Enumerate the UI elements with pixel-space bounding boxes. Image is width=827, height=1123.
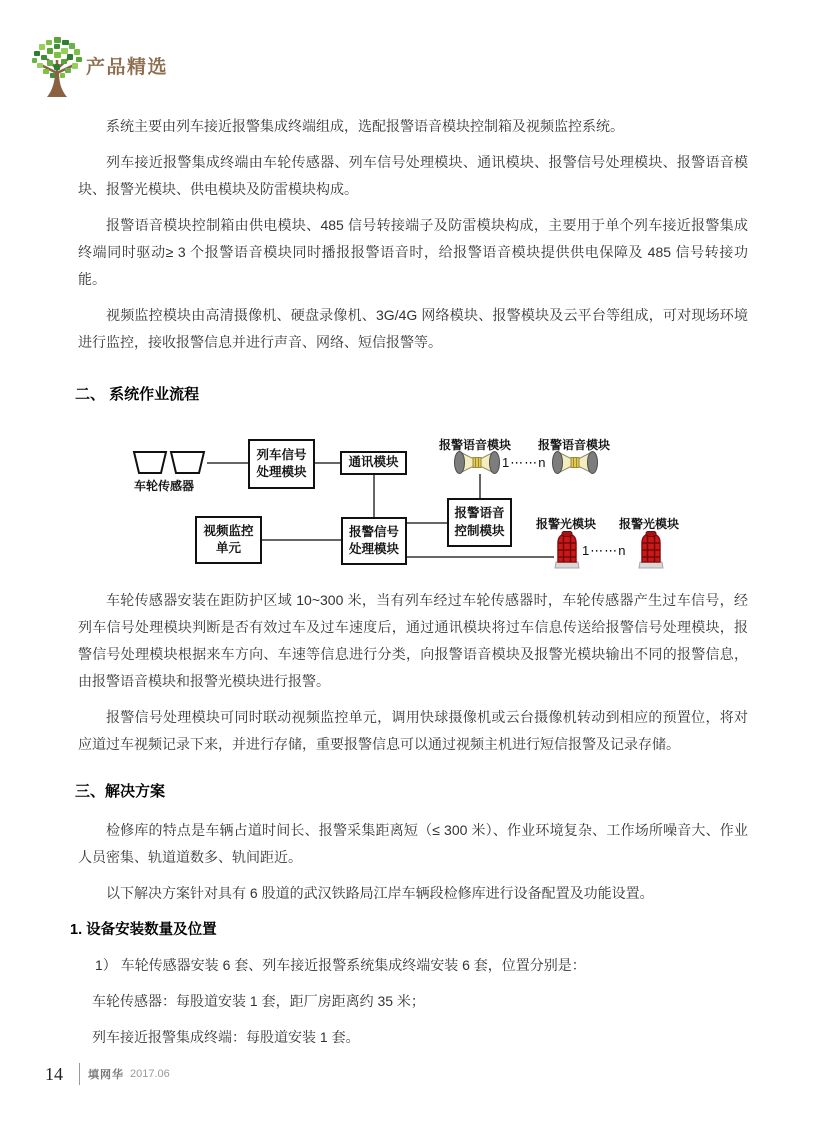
connector-line bbox=[479, 474, 481, 498]
box-label: 处理模块 bbox=[256, 465, 307, 479]
list-item: 列车接近报警集成终端：每股道安装 1 套。 bbox=[92, 1029, 360, 1045]
page-header bbox=[28, 30, 328, 100]
speaker-icon bbox=[454, 449, 500, 476]
section-heading-2: 二、 系统作业流程 bbox=[75, 386, 200, 403]
diagram-box-voice-control bbox=[447, 498, 512, 547]
paragraph: 以下解决方案针对具有 6 股道的武汉铁路局江岸车辆段检修库进行设备配置及功能设置。 bbox=[106, 885, 654, 901]
paragraph: 车轮传感器安装在距防护区域 10~300 米，当有列车经过车轮传感器时，车轮传感器产生过车信号，经列车信号处理模块判断是否有效过车及过车速度后，通过通讯模块将过车信息传送给报警信号处理模块，报警信号处理模块根据来车方向、车速等信息进行分类，向报警语音模块及报警光模块输出不同的报警信息，由报警语音模块和报警光模块进行报警。 bbox=[78, 592, 748, 689]
box-label: 报警信号 bbox=[348, 524, 399, 539]
paragraph: 检修库的特点是车辆占道时间长、报警采集距离短（≤ 300 米）、作业环境复杂、工作场所噪音大、作业人员密集、轨道道数多、轨间距近。 bbox=[78, 822, 748, 865]
page-number: 14 bbox=[45, 1063, 63, 1084]
paragraph: 系统主要由列车接近报警集成终端组成，选配报警语音模块控制箱及视频监控系统。 bbox=[106, 118, 624, 134]
diagram-box-train-signal bbox=[248, 439, 315, 489]
speaker-icon bbox=[552, 449, 598, 476]
connector-line bbox=[315, 462, 340, 464]
system-flow-diagram bbox=[78, 425, 748, 575]
footer-issue-date: 2017.06 bbox=[130, 1068, 170, 1080]
section-heading-3: 三、解决方案 bbox=[75, 783, 166, 800]
paragraph: 报警语音模块控制箱由供电模块、485 信号转接端子及防雷模块构成，主要用于单个列车接近报警集成终端同时驱动≥ 3 个报警语音模块同时播报报警语音时，给报警语音模块提供供电保障及 485 信号转接功能。 bbox=[78, 217, 748, 287]
footer-brand: 填网华 bbox=[88, 1069, 124, 1081]
beacon-light-icon bbox=[638, 531, 664, 569]
list-item: 车轮传感器：每股道安装 1 套，距厂房距离约 35 米； bbox=[92, 993, 425, 1009]
wheel-sensor-label: 车轮传感器 bbox=[134, 479, 195, 493]
paragraph: 视频监控模块由高清摄像机、硬盘录像机、3G/4G 网络模块、报警模块及云平台等组成，可对现场环境进行监控，接收报警信息并进行声音、网络、短信报警等。 bbox=[78, 307, 748, 350]
list-item: 1） 车轮传感器安装 6 套、列车接近报警系统集成终端安装 6 套，位置分别是： bbox=[95, 957, 586, 973]
box-label: 单元 bbox=[215, 541, 241, 555]
box-label: 报警语音 bbox=[454, 506, 505, 520]
connector-line bbox=[407, 522, 447, 524]
voice-range-text: 1⋯⋯n bbox=[502, 455, 547, 470]
box-label: 视频监控 bbox=[203, 523, 254, 538]
connector-line bbox=[407, 556, 554, 558]
paragraph: 报警信号处理模块可同时联动视频监控单元，调用快球摄像机或云台摄像机转动到相应的预置位，将对应道过车视频记录下来，并进行存储，重要报警信息可以通过视频主机进行短信报警及记录存储。 bbox=[78, 709, 748, 752]
content-column bbox=[70, 113, 748, 1060]
light-range-text: 1⋯⋯n bbox=[582, 543, 627, 558]
connector-line bbox=[262, 539, 341, 541]
light-module-label: 报警光模块 bbox=[536, 517, 597, 531]
page-footer bbox=[45, 1063, 170, 1085]
tree-logo-icon bbox=[28, 32, 86, 100]
box-label: 控制模块 bbox=[454, 523, 505, 538]
brand-title: 产品精选 bbox=[86, 57, 169, 78]
diagram-box-comm bbox=[340, 451, 407, 475]
box-label: 列车信号 bbox=[256, 447, 307, 462]
diagram-box-video bbox=[195, 516, 262, 564]
beacon-light-icon bbox=[554, 531, 580, 569]
box-label: 通讯模块 bbox=[348, 455, 399, 470]
wheel-sensor-icon bbox=[128, 450, 210, 476]
connector-line bbox=[373, 475, 375, 517]
subsection-heading-1: 1. 设备安装数量及位置 bbox=[70, 922, 217, 938]
paragraph: 列车接近报警集成终端由车轮传感器、列车信号处理模块、通讯模块、报警信号处理模块、报警语音模块、报警光模块、供电模块及防雷模块构成。 bbox=[78, 154, 748, 197]
voice-module-label: 报警语音模块 bbox=[538, 438, 611, 452]
voice-module-label: 报警语音模块 bbox=[439, 438, 512, 452]
diagram-box-alarm-signal bbox=[341, 517, 407, 565]
light-module-label: 报警光模块 bbox=[619, 517, 680, 531]
box-label: 处理模块 bbox=[348, 542, 399, 556]
connector-line bbox=[207, 462, 248, 464]
footer-divider bbox=[79, 1063, 80, 1085]
